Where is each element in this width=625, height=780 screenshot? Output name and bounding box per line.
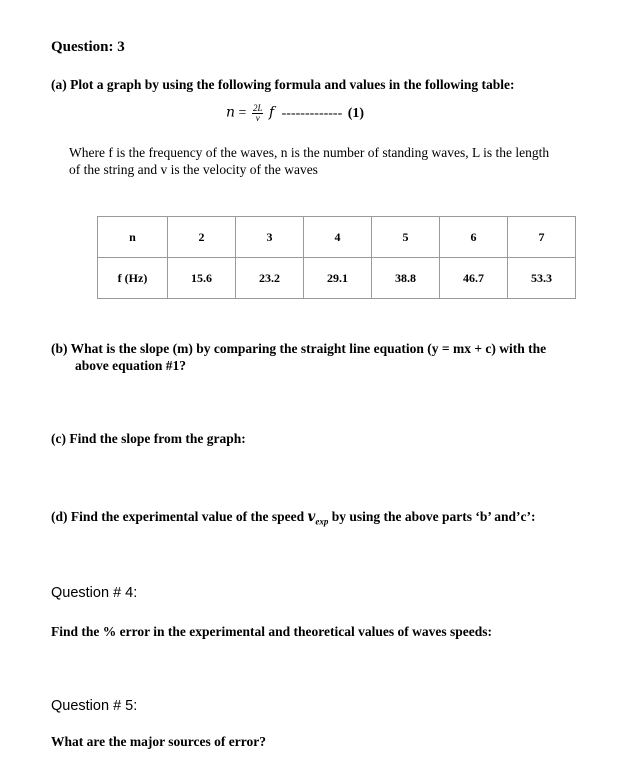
formula-fraction-denominator: v <box>255 113 260 123</box>
table-cell: 38.8 <box>372 258 440 299</box>
frequency-table <box>97 216 576 299</box>
part-d-suffix: by using the above parts ‘b’ and’c’: <box>328 509 536 524</box>
part-d-subscript: exp <box>315 516 329 527</box>
question-5-text: What are the major sources of error? <box>51 734 266 749</box>
part-b-line-2: above equation #1? <box>75 358 187 373</box>
formula-equation-number: (1) <box>347 105 365 121</box>
formula-fraction <box>252 104 264 123</box>
formula-n: n <box>226 104 236 121</box>
table-cell: 23.2 <box>236 258 304 299</box>
question-3-title: Question: 3 <box>51 39 125 55</box>
part-d-variable: v <box>307 509 316 525</box>
table-cell: f (Hz) <box>98 258 168 299</box>
question-5-title: Question # 5: <box>51 698 138 714</box>
table-cell: n <box>98 217 168 258</box>
table-cell: 6 <box>440 217 508 258</box>
table-cell: 7 <box>508 217 576 258</box>
formula-dashes: ------------- <box>281 105 343 121</box>
table-cell: 15.6 <box>168 258 236 299</box>
formula-fraction-numerator: 2L <box>252 103 263 113</box>
table-row <box>98 258 576 299</box>
table-cell: 4 <box>304 217 372 258</box>
table-row <box>98 217 576 258</box>
table-cell: 2 <box>168 217 236 258</box>
part-c-text: (c) Find the slope from the graph: <box>51 431 246 446</box>
table-cell: 5 <box>372 217 440 258</box>
part-d-prefix: (d) Find the experimental value of the speed <box>51 509 308 524</box>
table-cell: 3 <box>236 217 304 258</box>
where-line-1: Where f is the frequency of the waves, n is the number of standing waves, L is the length <box>69 145 550 160</box>
where-line-2: of the string and v is the velocity of the waves <box>69 162 318 177</box>
table-cell: 53.3 <box>508 258 576 299</box>
part-d-text <box>51 509 535 527</box>
question-4-title: Question # 4: <box>51 585 138 601</box>
table-cell: 46.7 <box>440 258 508 299</box>
table-cell: 29.1 <box>304 258 372 299</box>
part-b-line-1: (b) What is the slope (m) by comparing the straight line equation (y = mx + c) with the <box>51 341 547 356</box>
question-4-text: Find the % error in the experimental and theoretical values of waves speeds: <box>51 624 492 639</box>
formula-f: f <box>268 104 275 121</box>
formula-equals: = <box>238 105 247 121</box>
formula-1 <box>226 104 364 123</box>
part-a-text: (a) Plot a graph by using the following formula and values in the following table: <box>51 77 515 92</box>
